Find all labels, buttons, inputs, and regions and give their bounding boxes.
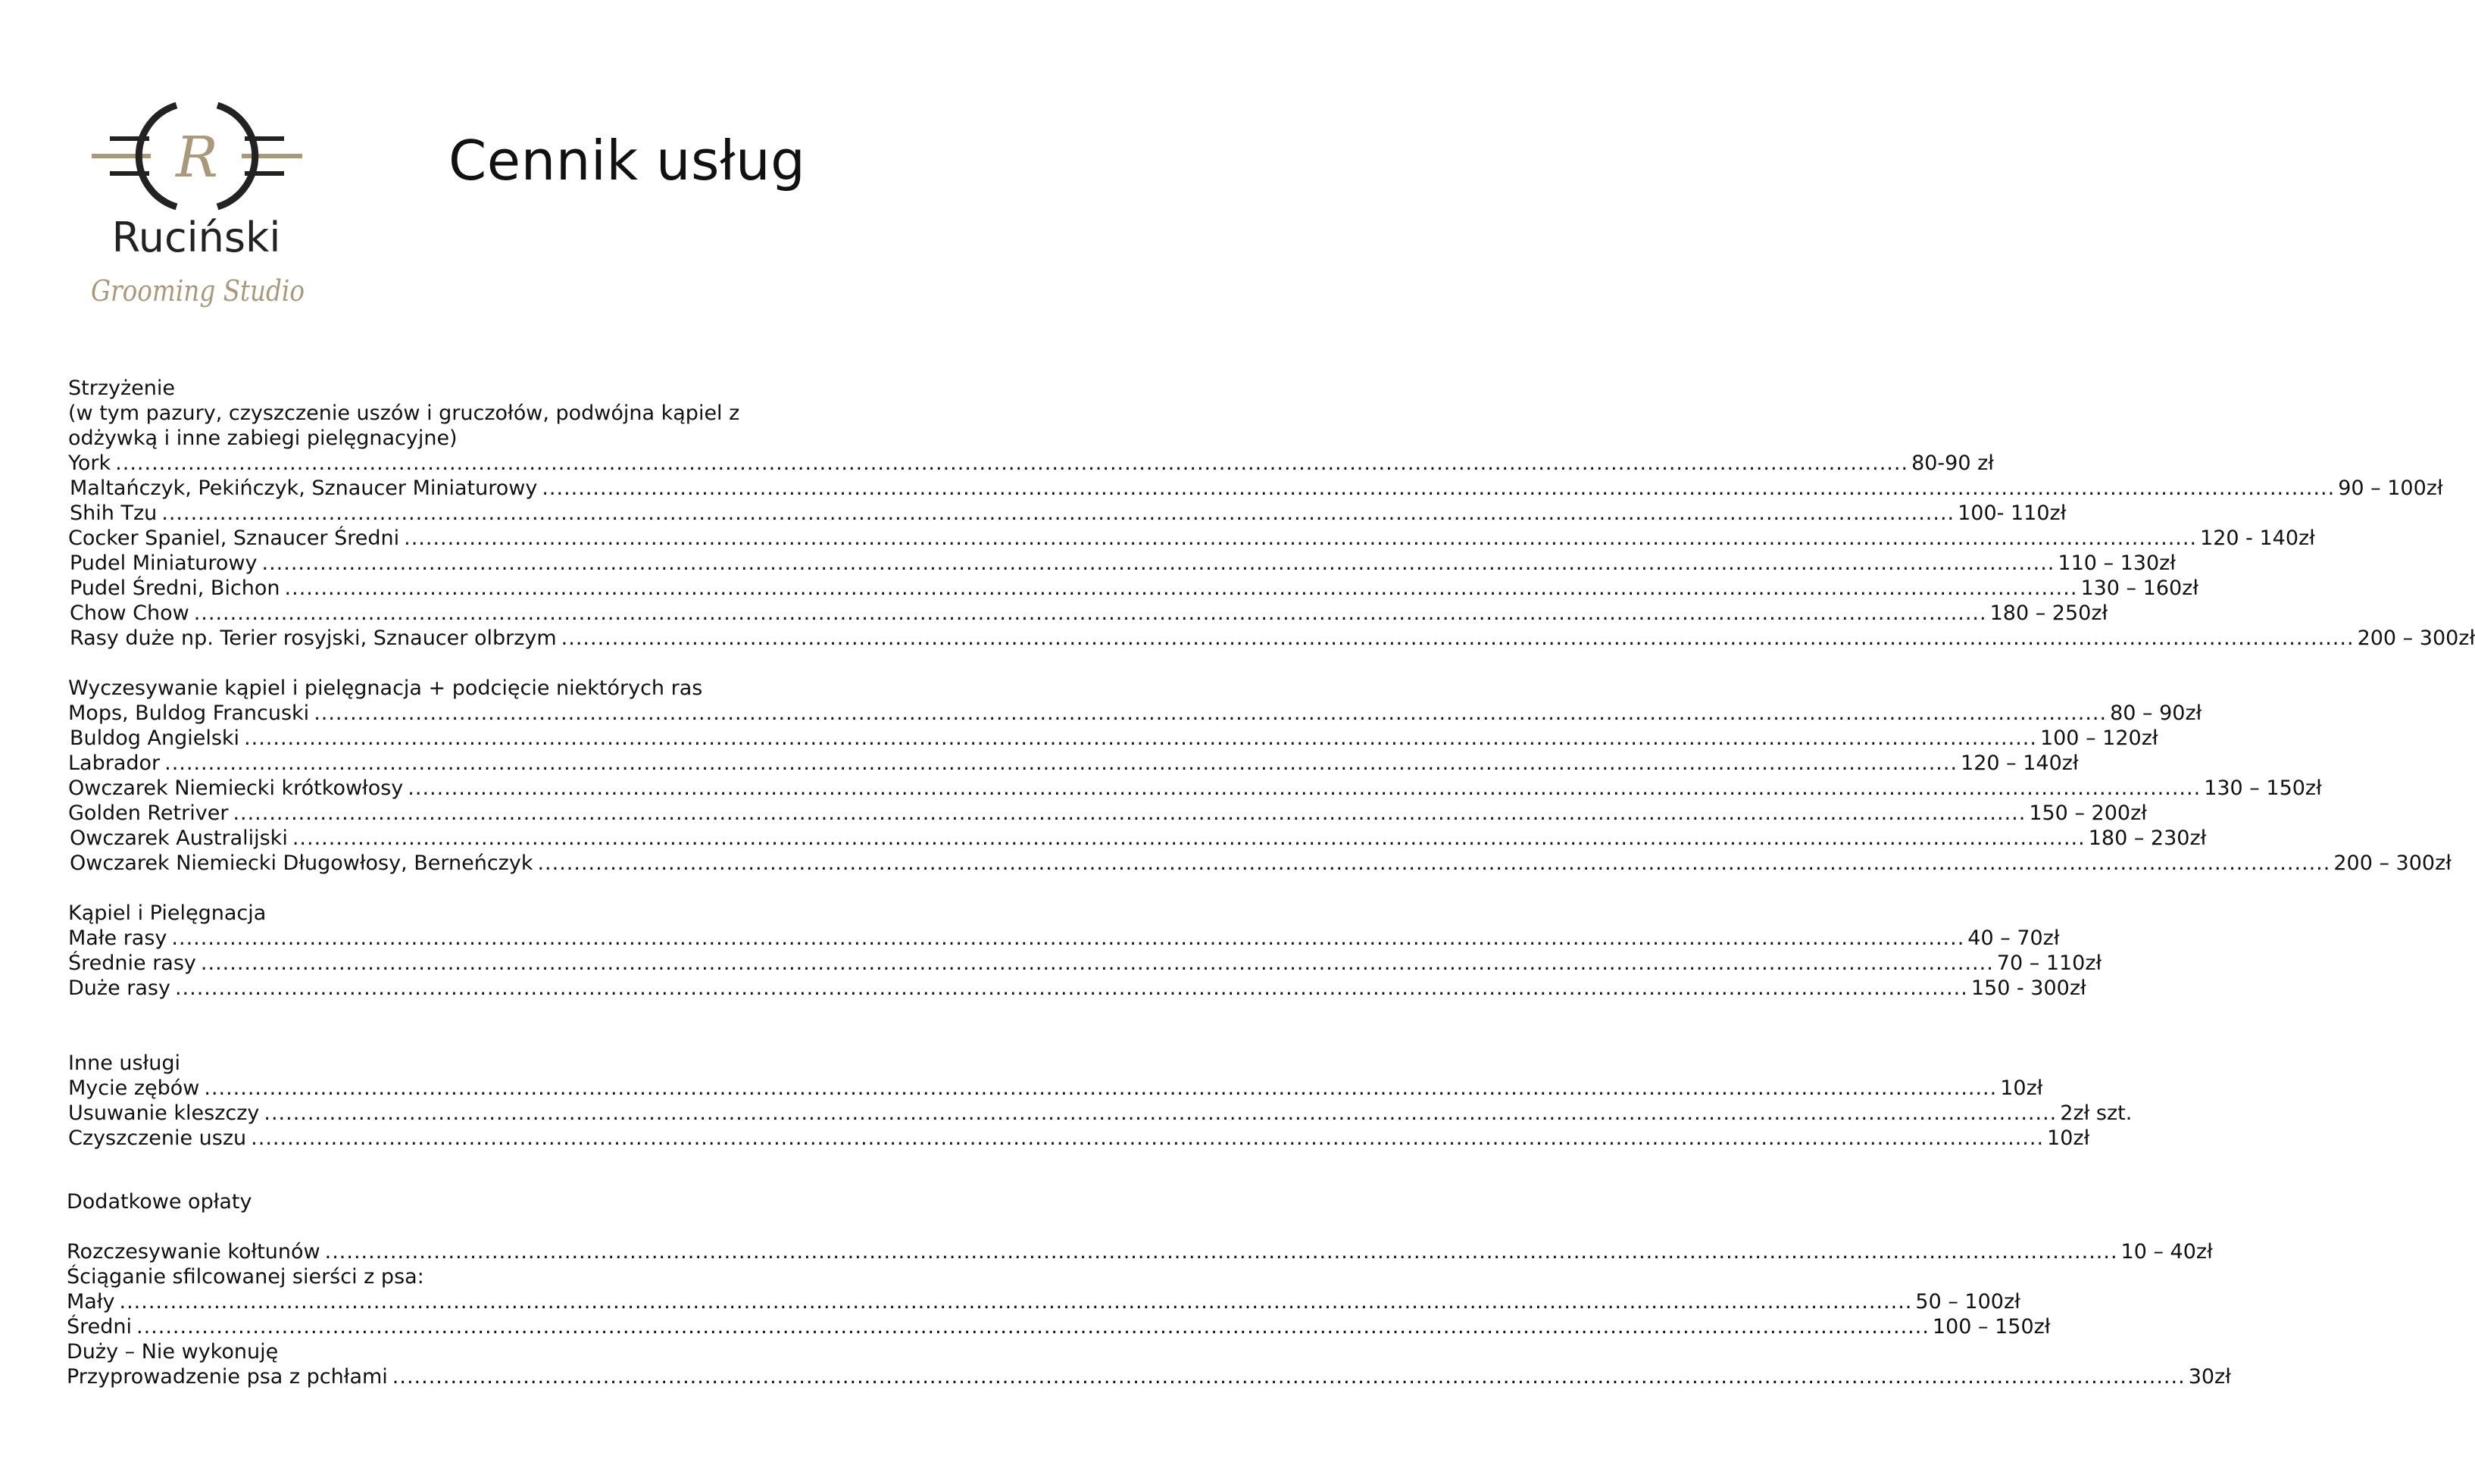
service-price: 110 – 130zł	[2058, 551, 2176, 575]
service-price: 80-90 zł	[1911, 451, 1994, 475]
service-price: 50 – 100zł	[1915, 1290, 2020, 1314]
service-name: Golden Retriver	[68, 801, 229, 825]
logo-tagline: Grooming Studio	[91, 274, 305, 308]
dot-leader	[537, 851, 2330, 876]
service-price: 180 – 230zł	[2088, 826, 2207, 850]
service-name: Przyprowadzenie psa z pchłami	[67, 1365, 388, 1389]
dot-leader	[285, 576, 2078, 601]
dot-leader	[161, 501, 1955, 526]
price-row	[70, 576, 2199, 601]
service-name: Owczarek Niemiecki krótkowłosy	[68, 776, 404, 800]
logo-monogram: R	[176, 125, 218, 190]
service-name: Shih Tzu	[70, 501, 158, 525]
price-row	[70, 826, 2207, 851]
service-name: Maltańczyk, Pekińczyk, Sznaucer Miniaturowy	[70, 476, 538, 500]
service-name: Buldog Angielski	[70, 726, 240, 750]
section-heading-brushing: Wyczesywanie kąpiel i pielęgnacja + podcięcie niektórych ras	[68, 676, 703, 700]
price-row	[70, 626, 2475, 651]
service-name: Duże rasy	[68, 976, 170, 1000]
price-row	[70, 501, 2067, 526]
service-price: 100 – 120zł	[2039, 726, 2158, 750]
price-row	[70, 601, 2108, 626]
felted-coat-heading: Ściąganie sfilcowanej sierści z psa:	[67, 1265, 424, 1289]
service-name: Pudel Miniaturowy	[70, 551, 258, 575]
studio-logo	[87, 95, 307, 322]
service-price: 80 – 90zł	[2110, 701, 2202, 725]
service-price: 70 – 110zł	[1996, 951, 2102, 975]
service-price: 180 – 250zł	[1989, 601, 2108, 625]
section-heading-extra: Dodatkowe opłaty	[67, 1190, 252, 1214]
price-row	[68, 776, 2322, 801]
dot-leader	[325, 1239, 2118, 1264]
section-heading-grooming: Strzyżenie	[68, 376, 175, 400]
price-row	[68, 1076, 2043, 1101]
service-name: Mops, Buldog Francuski	[68, 701, 310, 725]
service-name: Chow Chow	[70, 601, 189, 625]
dot-leader	[233, 801, 2026, 826]
service-price: 10zł	[2047, 1126, 2090, 1150]
service-name: Średnie rasy	[68, 951, 196, 975]
large-dog-note: Duży – Nie wykonuję	[67, 1340, 279, 1364]
dot-leader	[251, 1126, 2044, 1151]
service-name: Usuwanie kleszczy	[68, 1101, 260, 1125]
page-title: Cennik usług	[448, 129, 806, 192]
dot-leader	[244, 726, 2037, 751]
service-price: 100 – 150zł	[1932, 1315, 2051, 1339]
section-heading-other: Inne usługi	[68, 1051, 180, 1075]
price-row	[67, 1314, 2051, 1339]
price-row	[67, 1364, 2231, 1389]
dot-leader	[164, 751, 1958, 776]
dot-leader	[392, 1364, 2186, 1389]
dot-leader	[542, 476, 2335, 501]
service-price: 150 - 300zł	[1970, 976, 2086, 1000]
dot-leader	[115, 451, 1908, 476]
service-name: Cocker Spaniel, Sznaucer Średni	[68, 526, 400, 550]
section-note-grooming-2: odżywką i inne zabiegi pielęgnacyjne)	[68, 426, 458, 450]
price-row	[67, 1239, 2213, 1264]
price-row	[67, 1289, 2020, 1314]
service-price: 90 – 100zł	[2338, 476, 2443, 500]
dot-leader	[201, 951, 1994, 976]
service-price: 120 – 140zł	[1961, 751, 2079, 775]
price-row	[68, 526, 2315, 551]
service-price: 120 - 140zł	[2200, 526, 2315, 550]
service-name: Rozczesywanie kołtunów	[67, 1240, 320, 1264]
service-price: 150 – 200zł	[2029, 801, 2147, 825]
dot-leader	[175, 976, 1968, 1001]
service-name: Małe rasy	[68, 926, 167, 950]
service-name: Pudel Średni, Bichon	[70, 576, 280, 600]
service-price: 30zł	[2188, 1365, 2231, 1389]
price-row	[68, 751, 2079, 776]
service-price: 200 – 300zł	[2357, 626, 2475, 650]
service-name: Owczarek Niemiecki Długowłosy, Berneńczyk	[70, 851, 533, 875]
price-row	[68, 1126, 2090, 1151]
dot-leader	[408, 776, 2201, 801]
service-name: Labrador	[68, 751, 161, 775]
dot-leader	[204, 1076, 1997, 1101]
price-row	[68, 1101, 2133, 1126]
logo-line-right-gold	[242, 154, 302, 158]
section-heading-bath: Kąpiel i Pielęgnacja	[68, 901, 267, 925]
service-price: 100- 110zł	[1958, 501, 2067, 525]
dot-leader	[561, 626, 2355, 651]
dot-leader	[264, 1101, 2057, 1126]
service-price: 10 – 40zł	[2120, 1240, 2213, 1264]
price-row	[70, 476, 2443, 501]
logo-brand-name: Ruciński	[111, 214, 281, 261]
service-price: 200 – 300zł	[2333, 851, 2452, 875]
service-name: York	[68, 451, 111, 475]
service-price: 10zł	[2000, 1076, 2043, 1100]
dot-leader	[314, 701, 2107, 726]
price-row	[68, 926, 2060, 951]
section-note-grooming: (w tym pazury, czyszczenie uszów i gruczołów, podwójna kąpiel z	[68, 401, 740, 425]
service-price: 130 – 150zł	[2204, 776, 2322, 800]
dot-leader	[262, 551, 2055, 576]
service-name: Mycie zębów	[68, 1076, 200, 1100]
price-row	[70, 726, 2158, 751]
service-price: 2zł szt.	[2060, 1101, 2133, 1125]
service-name: Mały	[67, 1290, 115, 1314]
price-row	[68, 976, 2086, 1001]
dot-leader	[194, 601, 1987, 626]
dot-leader	[171, 926, 1964, 951]
price-row	[70, 851, 2452, 876]
dot-leader	[404, 526, 2197, 551]
dot-leader	[120, 1289, 1913, 1314]
service-name: Rasy duże np. Terier rosyjski, Sznaucer olbrzym	[70, 626, 557, 650]
service-price: 130 – 160zł	[2080, 576, 2199, 600]
price-row	[70, 551, 2176, 576]
service-name: Średni	[67, 1315, 133, 1339]
price-row	[68, 801, 2147, 826]
dot-leader	[292, 826, 2086, 851]
price-row	[68, 451, 1994, 476]
price-row	[68, 701, 2202, 726]
service-name: Owczarek Australijski	[70, 826, 288, 850]
service-name: Czyszczenie uszu	[68, 1126, 247, 1150]
service-price: 40 – 70zł	[1967, 926, 2060, 950]
dot-leader	[136, 1314, 1930, 1339]
price-row	[68, 951, 2102, 976]
